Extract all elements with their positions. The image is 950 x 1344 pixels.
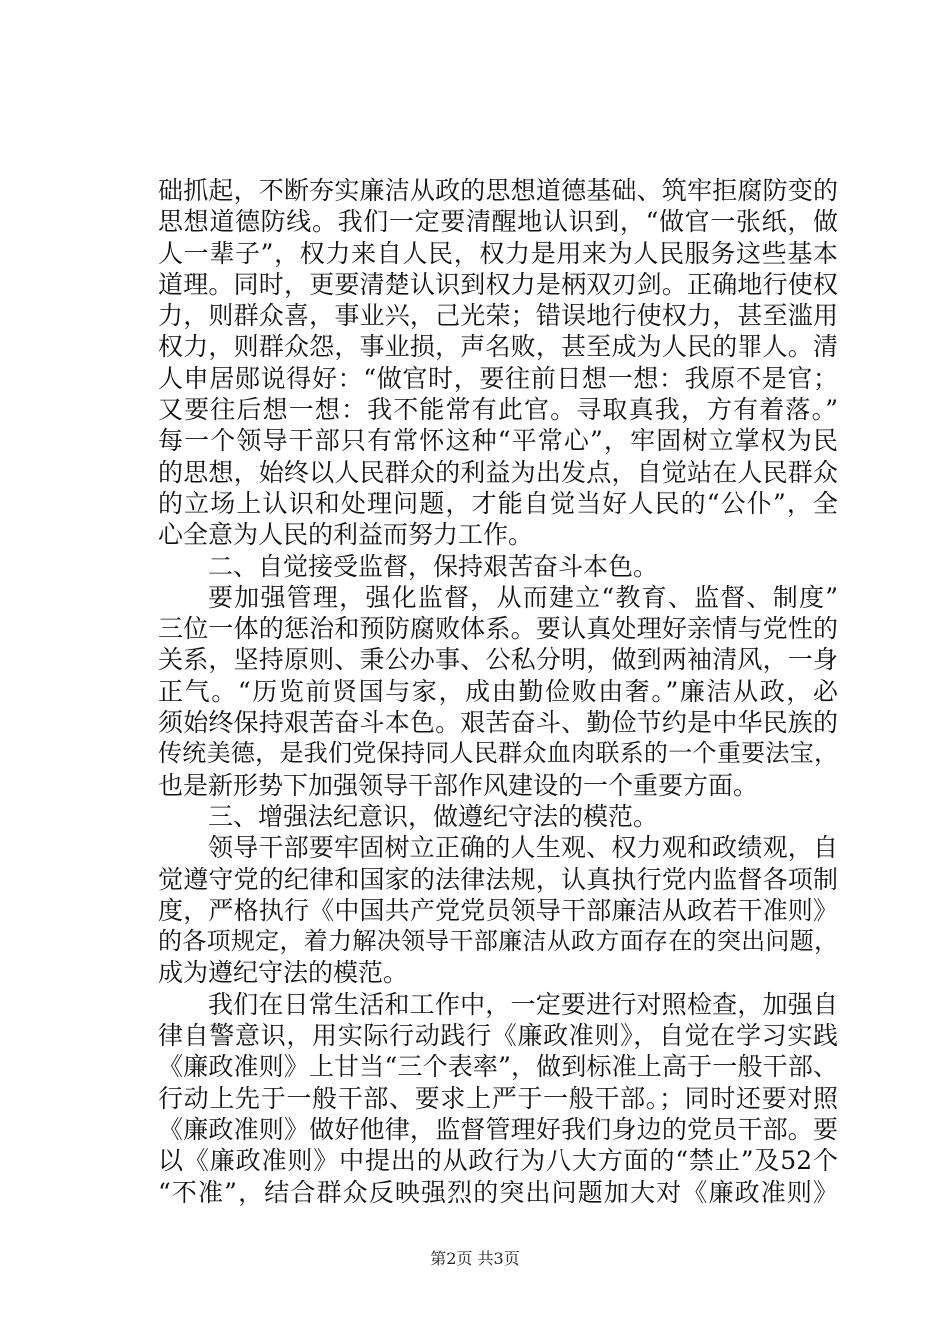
text-line: 人一辈子”，权力来自人民，权力是用来为人民服务这些基本 bbox=[158, 238, 838, 268]
text-line: 的立场上认识和处理问题，才能自觉当好人民的“公仆”，全 bbox=[158, 488, 838, 518]
paragraph bbox=[158, 582, 838, 801]
text-line: 人申居郧说得好：“做官时，要往前日想一想：我原不是官； bbox=[158, 363, 838, 393]
text-line: 律自警意识，用实际行动践行《廉政准则》，自觉在学习实践 bbox=[158, 1021, 838, 1051]
text-line: “不准”，结合群众反映强烈的突出问题加大对《廉政准则》 bbox=[158, 1177, 838, 1207]
text-line: 权力，则群众怨，事业损，声名败，甚至成为人民的罪人。清 bbox=[158, 332, 838, 362]
text-line: 《廉政准则》上甘当“三个表率”，做到标准上高于一般干部、 bbox=[158, 1052, 838, 1082]
text-line: 思想道德防线。我们一定要清醒地认识到，“做官一张纸，做 bbox=[158, 207, 838, 237]
text-line: 关系，坚持原则、秉公办事、公私分明，做到两袖清风，一身 bbox=[158, 645, 838, 675]
text-line: 度，严格执行《中国共产党党员领导干部廉洁从政若干准则》 bbox=[158, 895, 838, 925]
text-line: 传统美德，是我们党保持同人民群众血肉联系的一个重要法宝， bbox=[158, 739, 838, 768]
text-line: 觉遵守党的纪律和国家的法律法规，认真执行党内监督各项制 bbox=[158, 864, 838, 894]
paragraph bbox=[158, 832, 838, 988]
text-line: 的各项规定，着力解决领导干部廉洁从政方面存在的突出问题， bbox=[158, 927, 838, 956]
text-line: 道理。同时，更要清楚认识到权力是柄双刃剑。正确地行使权 bbox=[158, 269, 838, 299]
text-line: 也是新形势下加强领导干部作风建设的一个重要方面。 bbox=[158, 770, 759, 800]
text-line: 成为遵纪守法的模范。 bbox=[158, 958, 409, 988]
section-heading bbox=[158, 801, 838, 832]
text-line: 三位一体的惩治和预防腐败体系。要认真处理好亲情与党性的 bbox=[158, 614, 838, 644]
text-line: 《廉政准则》做好他律，监督管理好我们身边的党员干部。要 bbox=[158, 1114, 838, 1144]
text-line: 心全意为人民的利益而努力工作。 bbox=[158, 520, 534, 550]
heading-line: 三、增强法纪意识，做遵纪守法的模范。 bbox=[208, 801, 659, 831]
text-line: 以《廉政准则》中提出的从政行为八大方面的“禁止”及52个 bbox=[158, 1146, 838, 1176]
paragraph bbox=[158, 175, 838, 551]
text-line: 的思想，始终以人民群众的利益为出发点，自觉站在人民群众 bbox=[158, 457, 838, 487]
text-line: 须始终保持艰苦奋斗本色。艰苦奋斗、勤俭节约是中华民族的 bbox=[158, 708, 838, 738]
text-line: 每一个领导干部只有常怀这种“平常心”，牢固树立掌权为民 bbox=[158, 426, 838, 456]
text-line: 正气。“历览前贤国与家，成由勤俭败由奢。”廉洁从政，必 bbox=[158, 676, 838, 706]
paragraph bbox=[158, 989, 838, 1208]
document-body bbox=[158, 175, 838, 1208]
section-heading bbox=[158, 551, 838, 582]
text-line: 要加强管理，强化监督，从而建立“教育、监督、制度” bbox=[208, 582, 838, 612]
text-line: 力，则群众喜，事业兴，己光荣；错误地行使权力，甚至滥用 bbox=[158, 301, 838, 331]
text-line: 领导干部要牢固树立正确的人生观、权力观和政绩观，自 bbox=[208, 833, 838, 863]
text-line: 又要往后想一想：我不能常有此官。寻取真我，方有着落。” bbox=[158, 395, 838, 425]
text-line: 础抓起，不断夯实廉洁从政的思想道德基础、筑牢拒腐防变的 bbox=[158, 176, 838, 205]
heading-line: 二、自觉接受监督，保持艰苦奋斗本色。 bbox=[208, 551, 659, 581]
page-number-footer: 第2页 共3页 bbox=[430, 1249, 520, 1268]
text-line: 我们在日常生活和工作中，一定要进行对照检查，加强自 bbox=[208, 989, 838, 1019]
text-line: 行动上先于一般干部、要求上严于一般干部。；同时还要对照 bbox=[158, 1083, 838, 1113]
